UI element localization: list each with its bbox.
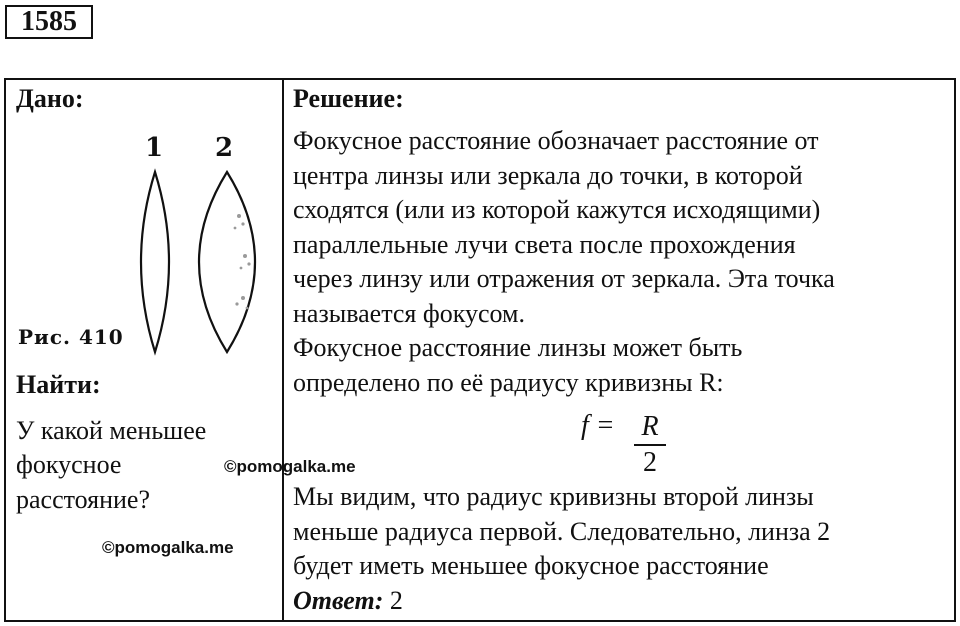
solution-heading: Решение: [293,84,404,113]
find-heading: Найти: [16,370,101,399]
given-heading: Дано: [16,84,84,113]
watermark-2: ©pomogalka.me [102,538,234,557]
solution-line-5: через линзу или отражения от зеркала. Эта точка [293,264,835,293]
solution-line-3: сходятся (или из которой кажутся исходящими) [293,195,821,224]
lens-1-label: 1 [145,133,164,163]
find-line-2: фокусное [16,450,122,479]
solution-after-line-3: будет иметь меньшее фокусное расстояние [293,551,769,580]
find-line-3: расстояние? [16,485,151,514]
lens-2-label: 2 [215,133,234,163]
solution-after-line-2: меньше радиуса первой. Следовательно, линза 2 [293,516,831,546]
figure-caption: Рис. 410 [18,325,124,349]
formula-fraction [634,412,666,478]
answer-label: Ответ: [293,585,384,615]
solution-text-before [293,124,953,400]
lens-2-shading [234,214,251,309]
watermark-1: ©pomogalka.me [224,457,356,476]
lens-2-shape [199,172,255,352]
column-divider [282,80,284,620]
formula-numerator: R [641,411,659,442]
solution-text-after [293,480,953,618]
formula-denominator: 2 [643,447,657,478]
lens-figure [131,128,261,358]
solution-line-1: Фокусное расстояние обозначает расстояние от [293,126,819,155]
formula-lhs: f = [581,410,615,441]
fraction-bar [634,444,666,446]
solution-line-4: параллельные лучи света после прохождения [293,229,796,259]
find-line-1: У какой меньшее [16,416,207,445]
problem-number: 1585 [5,5,93,39]
solution-line-8: определено по её радиусу кривизны R: [293,367,724,397]
lens-1-shape [141,172,169,352]
solution-after-line-1: Мы видим, что радиус кривизны второй линзы [293,482,814,511]
solution-line-6: называется фокусом. [293,298,525,328]
answer-line [293,584,953,619]
answer-value: 2 [389,585,403,615]
solution-line-7: Фокусное расстояние линзы может быть [293,333,743,362]
solution-line-2: центра линзы или зеркала до точки, в которой [293,160,803,190]
